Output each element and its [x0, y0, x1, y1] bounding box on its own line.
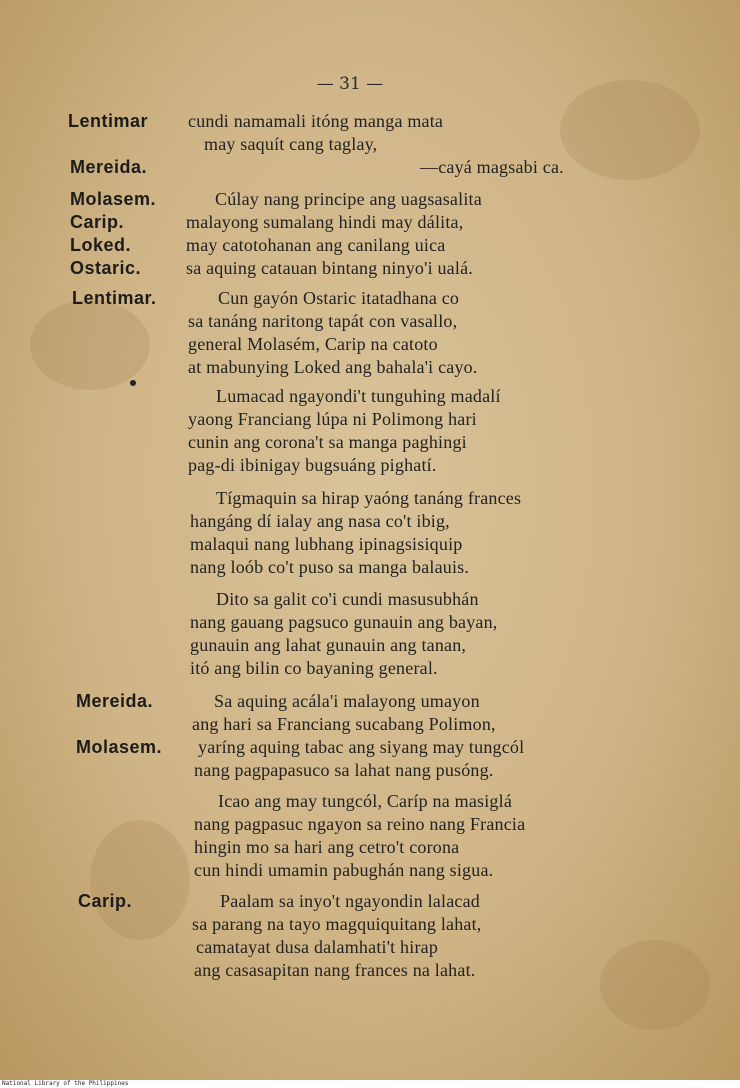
verse-line: at mabunying Loked ang bahala'i cayo.	[188, 357, 478, 377]
page-number: — 31 —	[316, 74, 384, 94]
verse-line: sa aquing catauan bintang ninyo'i ualá.	[186, 258, 473, 278]
stain	[560, 80, 700, 180]
verse-line: nang pagpasuc ngayon sa reino nang Francia	[194, 814, 526, 834]
footer-credit: National Library of the Philippines	[2, 1080, 129, 1087]
verse-line: camatayat dusa dalamhati't hirap	[196, 937, 439, 957]
speaker-name: Mereida.	[70, 157, 148, 177]
verse-line: may saquít cang taglay,	[204, 134, 378, 154]
verse-line: Cúlay nang principe ang uagsasalita	[215, 189, 482, 209]
verse-line: yaríng aquing tabac ang siyang may tungcól	[198, 737, 525, 757]
verse-line: yaong Franciang lúpa ni Polimong hari	[188, 409, 477, 429]
speaker-name: Ostaric.	[70, 258, 142, 278]
speaker-name: Carip.	[78, 891, 133, 911]
speaker-name: Lentimar.	[72, 288, 157, 308]
footer	[0, 1080, 740, 1088]
stain	[600, 940, 710, 1030]
speaker-name: Lentimar	[68, 111, 149, 131]
verse-line: nang pagpapasuco sa lahat nang pusóng.	[194, 760, 494, 780]
verse-line: sa parang na tayo magquiquitang lahat,	[192, 914, 482, 934]
verse-line: itó ang bilin co bayaning general.	[190, 658, 438, 678]
verse-line: ang casasapitan nang frances na lahat.	[194, 960, 476, 980]
speaker-name: Carip.	[70, 212, 125, 232]
verse-line: Paalam sa inyo't ngayondin lalacad	[220, 891, 480, 911]
speaker-name: Mereida.	[76, 691, 154, 711]
verse-line: Icao ang may tungcól, Caríp na masiglá	[218, 791, 513, 811]
verse-line: pag-di ibinigay bugsuáng pighatí.	[188, 455, 437, 475]
verse-line: Lumacad ngayondi't tunguhing madalí	[216, 386, 501, 406]
verse-line: hangáng dí ialay ang nasa co't ibig,	[190, 511, 450, 531]
verse-line: nang gauang pagsuco gunauin ang bayan,	[190, 612, 498, 632]
verse-line: hingin mo sa hari ang cetro't corona	[194, 837, 460, 857]
verse-line: Sa aquing acála'i malayong umayon	[214, 691, 480, 711]
verse-line: cunin ang corona't sa manga paghingi	[188, 432, 467, 452]
speaker-name: Loked.	[70, 235, 132, 255]
verse-line: nang loób co't puso sa manga balauis.	[190, 557, 470, 577]
verse-line: Cun gayón Ostaric itatadhana co	[218, 288, 460, 308]
verse-line: ang hari sa Franciang sucabang Polimon,	[192, 714, 496, 734]
verse-line: sa tanáng naritong tapát con vasallo,	[188, 311, 458, 331]
speaker-name: Molasem.	[70, 189, 157, 209]
verse-line: Tígmaquin sa hirap yaóng tanáng frances	[216, 488, 522, 508]
verse-line: gunauin ang lahat gunauin ang tanan,	[190, 635, 467, 655]
verse-line: Dito sa galit co'i cundi masusubhán	[216, 589, 479, 609]
ink-dot	[130, 380, 136, 386]
verse-line: —cayá magsabi ca.	[420, 157, 564, 177]
verse-line: cun hindi umamin pabughán nang sigua.	[194, 860, 494, 880]
verse-line: may catotohanan ang canilang uica	[186, 235, 446, 255]
stain	[90, 820, 190, 940]
verse-line: cundi namamali itóng manga mata	[188, 111, 444, 131]
verse-line: malaqui nang lubhang ipinagsisiquip	[190, 534, 463, 554]
stain	[30, 300, 150, 390]
verse-line: general Molasém, Carip na catoto	[188, 334, 438, 354]
speaker-name: Molasem.	[76, 737, 163, 757]
verse-line: malayong sumalang hindi may dálita,	[186, 212, 464, 232]
